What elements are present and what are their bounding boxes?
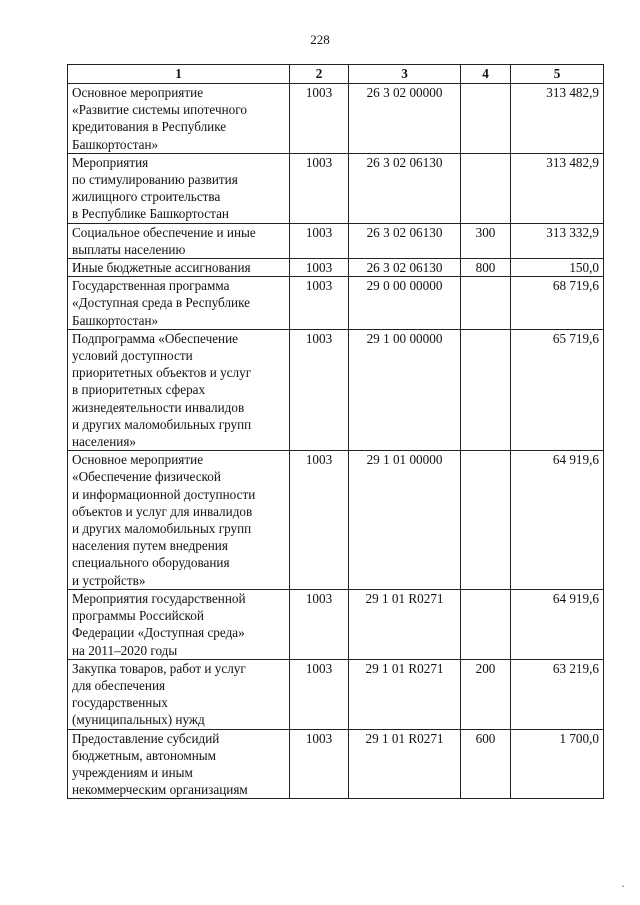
row-name-line: государственных	[72, 695, 168, 711]
row-name-line: и других маломобильных групп	[72, 416, 252, 432]
row-amount-cell: 313 482,9	[511, 153, 604, 223]
row-amount-cell: 150,0	[511, 259, 604, 277]
row-name-line: «Доступная среда в Республике	[72, 295, 251, 311]
row-section-cell: 1003	[290, 659, 349, 729]
row-code-cell: 29 1 01 00000	[349, 451, 461, 590]
row-name-line: Федерации «Доступная среда»	[72, 625, 245, 641]
row-name-line: Мероприятия	[72, 154, 149, 170]
row-section-cell: 1003	[290, 451, 349, 590]
row-code-cell: 26 3 02 06130	[349, 259, 461, 277]
row-name-cell	[68, 659, 290, 729]
row-name-line: Основное мероприятие	[72, 452, 204, 468]
header-col-2: 2	[290, 65, 349, 84]
row-code-cell: 29 1 01 R0271	[349, 659, 461, 729]
table-row	[68, 153, 604, 223]
row-name-line: (муниципальных) нужд	[72, 712, 205, 728]
row-name-cell	[68, 451, 290, 590]
row-name-line: бюджетным, автономным	[72, 747, 216, 763]
row-name-line: Социальное обеспечение и иные	[72, 224, 256, 240]
table-row	[68, 659, 604, 729]
row-name-cell	[68, 223, 290, 258]
row-name-line: условий доступности	[72, 348, 193, 364]
row-amount-cell: 64 919,6	[511, 589, 604, 659]
row-type-cell	[461, 153, 511, 223]
table-header-row	[68, 65, 604, 84]
row-name-line: Башкортостан»	[72, 136, 159, 152]
budget-table	[67, 64, 604, 799]
row-name-line: Государственная программа	[72, 278, 230, 294]
row-amount-cell: 64 919,6	[511, 451, 604, 590]
row-code-cell: 26 3 02 00000	[349, 84, 461, 154]
row-name-line: Иные бюджетные ассигнования	[72, 260, 251, 276]
row-name-cell	[68, 729, 290, 799]
row-name-line: жизнедеятельности инвалидов	[72, 399, 245, 415]
row-section-cell: 1003	[290, 223, 349, 258]
scan-edge-mark: ·	[621, 879, 625, 893]
row-code-cell: 29 0 00 00000	[349, 277, 461, 330]
row-name-line: программы Российской	[72, 608, 204, 624]
row-name-line: и других маломобильных групп	[72, 521, 252, 537]
row-name-line: «Развитие системы ипотечного	[72, 102, 247, 118]
row-name-line: некоммерческим организациям	[72, 782, 248, 798]
row-name-cell	[68, 84, 290, 154]
row-type-cell: 800	[461, 259, 511, 277]
row-section-cell: 1003	[290, 729, 349, 799]
row-name-line: выплаты населению	[72, 241, 186, 257]
row-name-line: Закупка товаров, работ и услуг	[72, 660, 246, 676]
row-type-cell	[461, 329, 511, 450]
row-name-line: Предоставление субсидий	[72, 730, 220, 746]
row-name-cell	[68, 259, 290, 277]
row-section-cell: 1003	[290, 589, 349, 659]
header-col-5: 5	[511, 65, 604, 84]
row-code-cell: 29 1 00 00000	[349, 329, 461, 450]
table-body	[68, 84, 604, 799]
row-code-cell: 29 1 01 R0271	[349, 589, 461, 659]
row-type-cell: 600	[461, 729, 511, 799]
row-name-line: для обеспечения	[72, 677, 166, 693]
row-name-line: объектов и услуг для инвалидов	[72, 503, 253, 519]
table-row	[68, 589, 604, 659]
row-name-cell	[68, 277, 290, 330]
row-name-line: и устройств»	[72, 572, 146, 588]
row-code-cell: 26 3 02 06130	[349, 153, 461, 223]
row-section-cell: 1003	[290, 153, 349, 223]
row-name-line: специального оборудования	[72, 555, 230, 571]
row-name-line: населения путем внедрения	[72, 538, 228, 554]
row-name-line: Подпрограмма «Обеспечение	[72, 330, 239, 346]
row-name-line: населения»	[72, 434, 136, 450]
table-row	[68, 729, 604, 799]
row-name-line: «Обеспечение физической	[72, 469, 221, 485]
row-name-line: Основное мероприятие	[72, 85, 204, 100]
row-section-cell: 1003	[290, 329, 349, 450]
header-col-1: 1	[68, 65, 290, 84]
header-col-4: 4	[461, 65, 511, 84]
header-col-3: 3	[349, 65, 461, 84]
row-section-cell: 1003	[290, 277, 349, 330]
row-type-cell	[461, 451, 511, 590]
row-amount-cell: 1 700,0	[511, 729, 604, 799]
table-row	[68, 451, 604, 590]
row-amount-cell: 65 719,6	[511, 329, 604, 450]
table-row	[68, 223, 604, 258]
row-name-line: кредитования в Республике	[72, 119, 227, 135]
row-section-cell: 1003	[290, 84, 349, 154]
row-type-cell: 200	[461, 659, 511, 729]
row-name-line: жилищного строительства	[72, 189, 221, 205]
row-name-line: в приоритетных сферах	[72, 382, 206, 398]
table-row	[68, 84, 604, 154]
row-amount-cell: 313 332,9	[511, 223, 604, 258]
row-name-line: и информационной доступности	[72, 486, 256, 502]
row-name-cell	[68, 589, 290, 659]
row-code-cell: 26 3 02 06130	[349, 223, 461, 258]
row-section-cell: 1003	[290, 259, 349, 277]
row-name-cell	[68, 329, 290, 450]
row-type-cell	[461, 84, 511, 154]
row-name-line: в Республике Башкортостан	[72, 206, 229, 222]
row-amount-cell: 68 719,6	[511, 277, 604, 330]
row-name-line: приоритетных объектов и услуг	[72, 365, 252, 381]
row-name-line: Башкортостан»	[72, 312, 159, 328]
page-number: 228	[310, 32, 330, 47]
row-type-cell	[461, 277, 511, 330]
table-row	[68, 259, 604, 277]
row-type-cell: 300	[461, 223, 511, 258]
table-row	[68, 329, 604, 450]
row-name-line: на 2011–2020 годы	[72, 642, 178, 658]
row-code-cell: 29 1 01 R0271	[349, 729, 461, 799]
row-type-cell	[461, 589, 511, 659]
row-name-line: учреждениям и иным	[72, 764, 193, 780]
row-name-line: по стимулированию развития	[72, 172, 238, 188]
row-name-line: Мероприятия государственной	[72, 590, 246, 606]
row-name-cell	[68, 153, 290, 223]
row-amount-cell: 313 482,9	[511, 84, 604, 154]
table-row	[68, 277, 604, 330]
row-amount-cell: 63 219,6	[511, 659, 604, 729]
